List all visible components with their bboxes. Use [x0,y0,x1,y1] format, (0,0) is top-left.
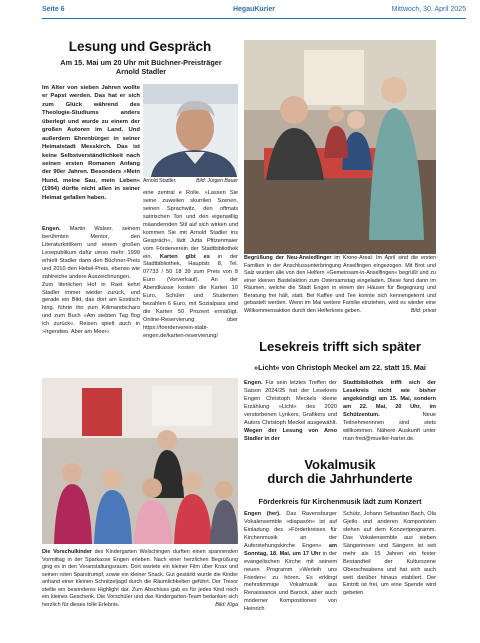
stadler-portrait [143,84,238,177]
lesekreis-body-col2: Stadtbibliothek trifft sich der Lesekreis nicht wie bisher angekündigt am 15. Mai, sondern am 22. Mai, 20 Uhr, im Schützentum. Neue Teilnehmerinnen sind stets willkommen. Nähere Auskunft unter man fred@mueller-harter.de. [343,380,436,442]
publication-name: HegauKurier [232,6,275,13]
header-rule [42,18,466,19]
lesekreis-subtitle: »Licht« von Christoph Meckel am 22. statt 15. Mai [254,363,426,372]
lesekreis-title: Lesekreis trifft sich später [259,339,421,354]
lesung-body-col1: Engen. Martin Walser, seinem berühmten Mentor, den Literaturkritikern und einem großen Lesepublikum dafür umso mehr. 1999 erhielt Stadler dann den Büchner-Preis und 2010 den Hebel-Preis, ebenso wie zahlreiche andere Auszeichnungen. Zum literlichen Hof in Rast kehrt Stadler immer wieder zurück, und gerade ein Bild, das dort am Esstisch hing, führte ihn zum Kilimandscharo und zum Buch »Am siebten Tag flog ich zurück«. Reisen spielt auch in »Irgendwo. Aber am Meer« [42,226,140,336]
children-photo [42,378,238,544]
stadler-photo [143,84,238,177]
page-header [42,6,466,18]
begruessung-photo [244,40,436,254]
vorschulkinder-caption: Die Vorschulkinder des Kindergarten Welschingen durften einen spannenden Vormittag in der Sparkasse Engen erleben. Nach einer herzlichen Begrüßung ging es in den Veranstaltungsraum. Dort wartete ein kleiner Film über Knax und seinen roten Sparstrumpf, sowie ein kleiner Snack. Gut gestärkt wurde die Kinder anhand einer kleinen Schnitzeljagd durch die Räumlichkeiten geführt. Der Tresor stellte ein besonderes Highlight dar. Zum Abschluss gab es für jedes Kind noch ein kleines Geschenk. Die Vorschüler und das Kindergarten-Team bedanken sich herzlich für dieses tolle Erlebnis. Bild: Kiga [42,549,238,608]
vokalmusik-title: Vokalmusik durch die Jahrhunderte [267,457,413,487]
vokalmusik-body-col1: Engen (her). Das Ravensburger Vokalensemble »diapasòn« ist auf Einladung des »Förderkreises für Kirchenmusik an der Auferstehungskirche Engen« am Sonntag, 18. Mai, um 17 Uhr in der evangelischen Kirche mit seinem neuen Programm »Werleih uns Frieden« zu hören. Es erklingt mehrstimmige Vokalmusik aus Renaissance und Barock, aber auch moderner Kompositionen von Heinrich [244,511,337,613]
group-photo [244,40,436,254]
vorschulkinder-photo [42,378,238,544]
vokalmusik-body-col2: Schütz, Johann Sebastian Bach, Ola Gjeilo und anderen Komponisten stehen auf dem Konzertprogramm. Das Vokalensemble aus sieben Sängerinnen und Sängern ist seit mehr als 15 Jahren ein fester Bestandteil der Kulturszene Oberschwabens und hat sich auch weit darüber hinaus etabliert. Der Eintritt ist frei, um eine Spende wird gebeten. [343,511,436,597]
lesung-subtitle: Am 15. Mai um 20 Uhr mit Büchner-Preisträger Arnold Stadler [60,58,222,77]
lesekreis-body-col1: Engen. Für sein letztes Treffen der Saison 2024/25 hat der Lesekreis Engen Christoph Meckels kleine Erzählung »Licht« des 2020 verstorbenen Lyrikers, Grafikers und Autors Christoph Meckel ausgewählt. Wegen der Lesung von Arno Stadler in der [244,380,337,442]
begruessung-caption: Begrüßung der Neu-Ansiedlinger im Krone-Areal: Im April sind die ersten Familien in der Anschlussunterbringung Anselfingen eingezogen. Mit Brot und Salz wurden alle von den Helfern »Gemeinsam-in-Anselfingen« begrüßt und zu einer kleinen Bastelaktion zum Ostersamstag eingeladen. Diese fand dann im Räumen, welche die Stadt Engen in einem der Häuser für Begegnung und Beratung frei hält, statt. Bei Kaffee und Tee konnte sich kennengelernt und gebastelt werden. Wenn im Mai weitere Familie einziehen, wird es wieder eine Willkommensaktion durch den Helferkreis geben. Bild: privat [244,255,436,314]
lesung-body-col2: eine zentral e Rolle. »Lassen Sie seine zuweilen skurrilen Szenen, seinen Sprachwitz, den oftmals satirischen Ton und den eigenwillig mäandernden Stil auf sich wirken und kommen Sie mit Arnold Stadler ins Gespräch«, lädt Jutta Pfitzenmaier vom Förderverein der Stadtbibliothek ein. Karten gibt es in der Stadtbibliothek, Hauptstr. 8, Tel. 07733 / 50 18 39 zum Preis von 8 Euro (Vorverkauf). An der Abendkasse kosten die Karten 10 Euro, Schüler und Studenten bezahlen 6 Euro, mit Sozialpass sind die Karten 50 Prozent ermäßigt. Online-Reservierung über https://foerderverein-stabi-engen.de/karten-reservierung/ [143,190,239,339]
stadler-caption: Arnold Stadler. Bild: Jürgen Bauer [143,178,238,184]
page-number: Seite 6 [42,6,65,13]
issue-date: Mittwoch, 30. April 2025 [391,6,466,13]
vokalmusik-subtitle: Förderkreis für Kirchenmusik lädt zum Konzert [258,497,422,506]
lesung-intro: Im Alter von sieben Jahren wollte er Papst werden. Das hat er sich zum Glück während des Theologie-Studiums anders überlegt und wurde zu einem der großen Autoren im Land. Und außerdem Ehrenbürger in seiner Heimatstadt Messkirch. Das ist keine Selbstverständlichkeit nach seinen ersten Romanen Anfang der 90er Jahren. Besonders »Mein Hund, meine Sau, mein Leben« (1994) dürfte nicht allen in seiner Heimat gefallen haben. [42,85,140,201]
lesung-title: Lesung und Gespräch [68,39,212,54]
